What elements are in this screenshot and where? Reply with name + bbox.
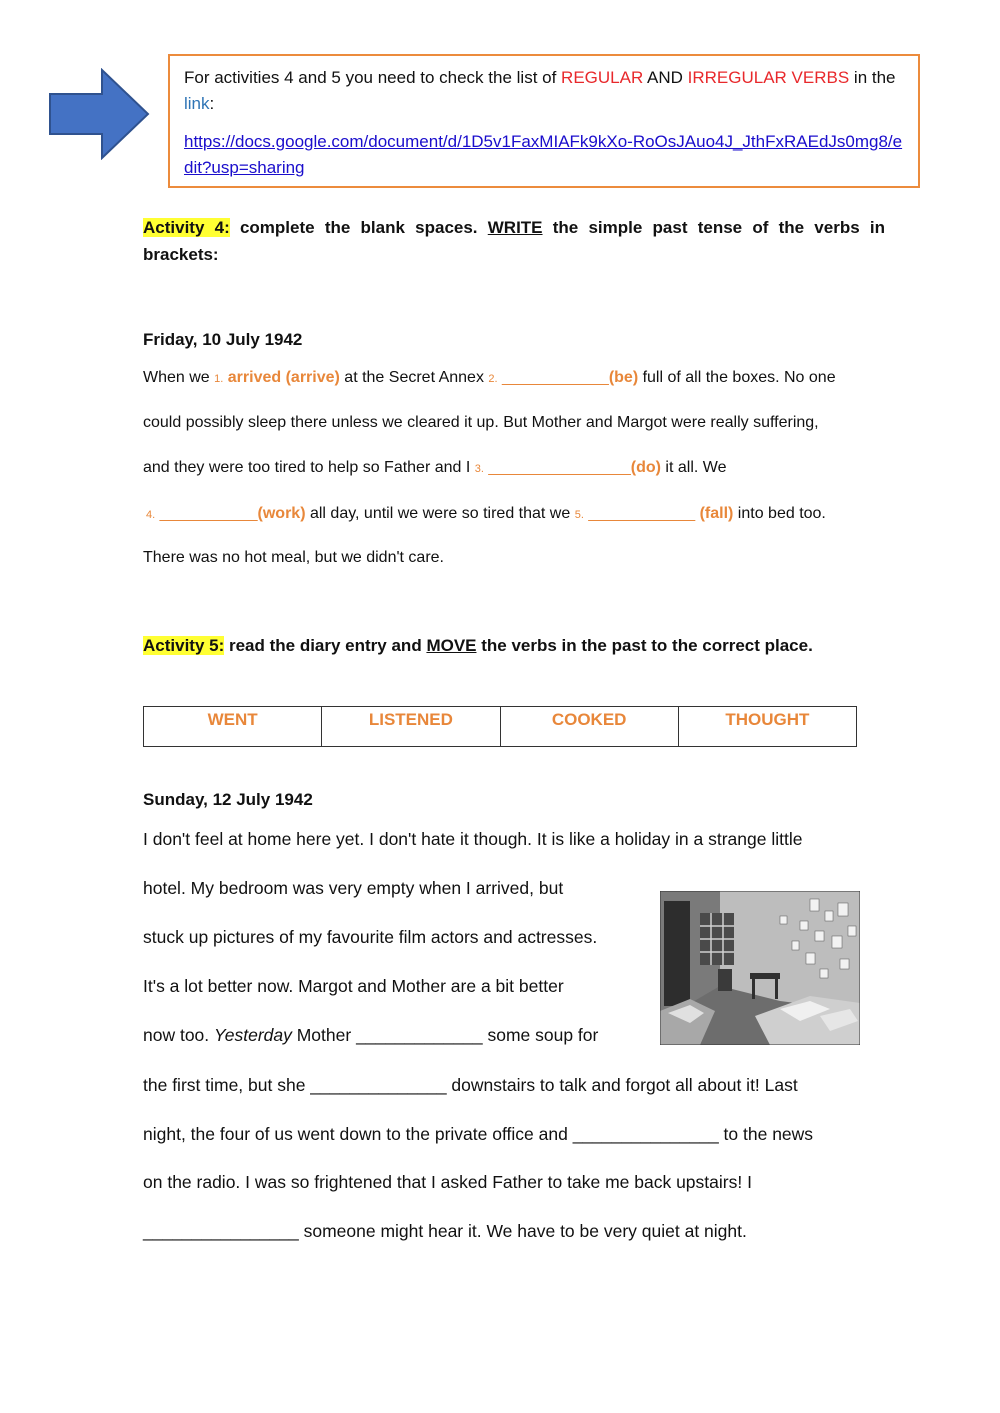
blank-listened[interactable]: _______________ [572, 1124, 719, 1144]
blank-2[interactable]: ____________ [502, 369, 609, 386]
activity4-instruction: Activity 4: complete the blank spaces. WRITE the simple past tense of the verbs in brackets: [143, 218, 885, 264]
verb-table [143, 706, 857, 747]
activity4-line2: could possibly sleep there unless we cleared it up. But Mother and Margot were really suffering, [143, 414, 819, 431]
activity4-label: Activity 4: [143, 218, 230, 237]
activity5-line3: stuck up pictures of my favourite film actors and actresses. [143, 927, 598, 947]
write-keyword: WRITE [487, 218, 543, 237]
activity5-line8: on the radio. I was so frightened that I asked Father to take me back upstairs! I [143, 1172, 752, 1192]
blank-thought[interactable]: ________________ [143, 1221, 299, 1241]
blank-4[interactable]: ___________ [159, 505, 258, 522]
answer-1: arrived (arrive) [227, 369, 340, 386]
info-and: AND [643, 68, 688, 87]
activity4-line3: and they were too tired to help so Father and I 3. ________________(do) it all. We [143, 459, 727, 476]
activity5-line2: hotel. My bedroom was very empty when I arrived, but [143, 878, 564, 898]
activity5-line7: night, the four of us went down to the private office and _______________ to the news [143, 1124, 814, 1144]
activity4-line1: When we 1. arrived (arrive) at the Secret Annex 2. ____________(be) full of all the boxes. No one [143, 369, 836, 386]
activity4-line4: 4. ___________(work) all day, until we were so tired that we 5. ____________ (fall) into bed too. [146, 505, 826, 522]
activity5-line9: ________________ someone might hear it. We have to be very quiet at night. [143, 1221, 747, 1241]
activity4-date: Friday, 10 July 1942 [143, 330, 303, 349]
activity5-date: Sunday, 12 July 1942 [143, 790, 313, 809]
blank-went[interactable]: ______________ [310, 1075, 447, 1095]
activity5-line4: It's a lot better now. Margot and Mother are a bit better [143, 976, 564, 996]
verb-listened[interactable]: LISTENED [322, 707, 500, 747]
right-arrow-icon [48, 68, 152, 160]
info-box [168, 54, 920, 188]
activity5-line5: now too. Yesterday Mother _____________ some soup for [143, 1025, 599, 1045]
activity5-instruction: Activity 5: read the diary entry and MOVE the verbs in the past to the correct place. [143, 636, 813, 655]
verb-cooked[interactable]: COOKED [500, 707, 678, 747]
regular-label: REGULAR [561, 68, 644, 87]
link-word: link [184, 94, 210, 113]
activity5-label: Activity 5: [143, 636, 225, 655]
activity4-line5: There was no hot meal, but we didn't care. [143, 549, 444, 566]
info-text: For activities 4 and 5 you need to check the list of [184, 68, 562, 87]
info-in-the: in the [849, 68, 896, 87]
blank-5[interactable]: ____________ [588, 505, 696, 522]
verb-went[interactable]: WENT [144, 707, 322, 747]
bedroom-photo [660, 891, 860, 1045]
irregular-label: IRREGULAR VERBS [687, 68, 850, 87]
google-doc-link[interactable]: https://docs.google.com/document/d/1D5v1FaxMIAFk9kXo-RoOsJAuo4J_JthFxRAEdJs0mg8/edit?usp=sharing [184, 132, 903, 177]
activity5-line6: the first time, but she ______________ downstairs to talk and forgot all about it! Last [143, 1075, 798, 1095]
activity5-line1: I don't feel at home here yet. I don't hate it though. It is like a holiday in a strange little [143, 829, 803, 849]
verb-thought[interactable]: THOUGHT [678, 707, 856, 747]
blank-3[interactable]: ________________ [488, 459, 631, 476]
info-colon: : [209, 94, 215, 113]
blank-cooked[interactable]: _____________ [356, 1025, 483, 1045]
move-keyword: MOVE [426, 636, 477, 655]
